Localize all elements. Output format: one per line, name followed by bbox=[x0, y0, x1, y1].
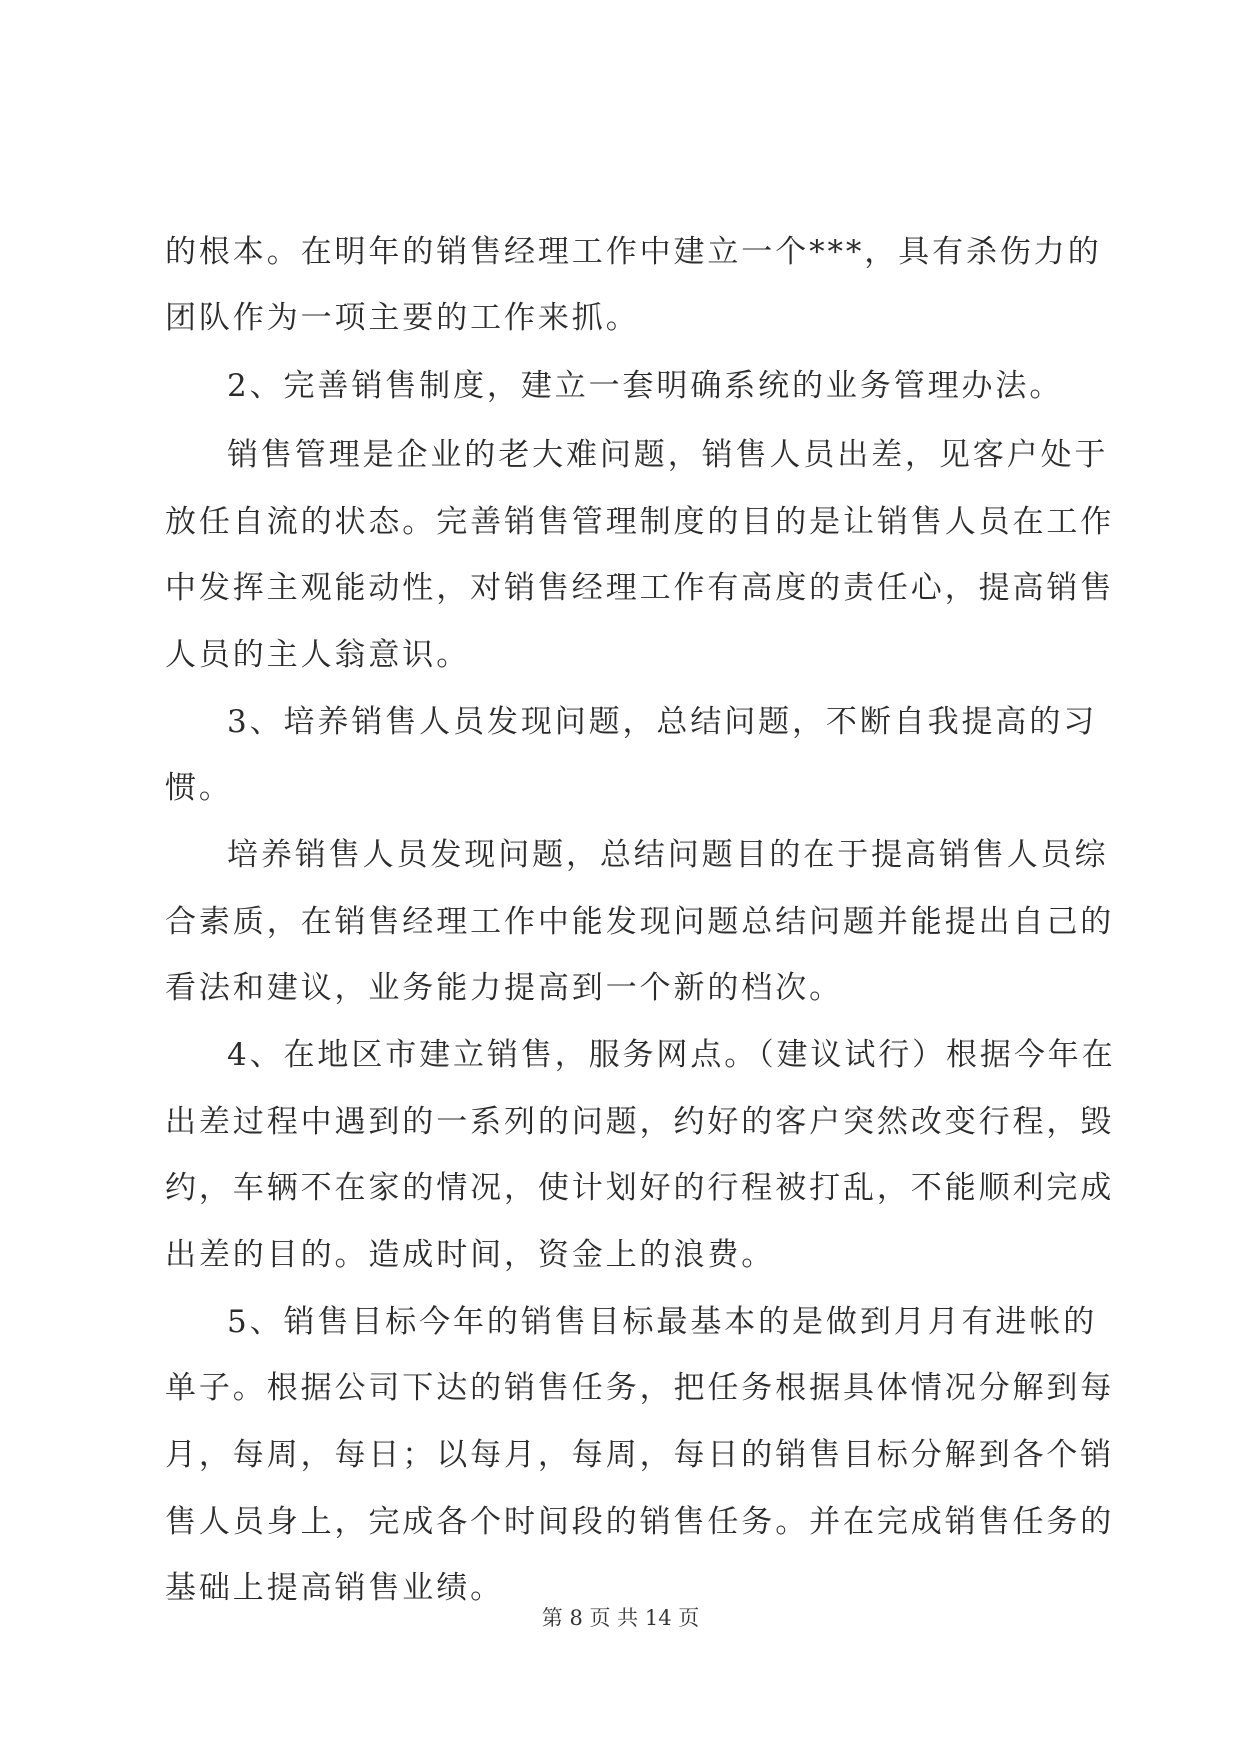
text-line: 月，每周，每日；以每月，每周，每日的销售目标分解到各个销 bbox=[165, 1437, 1115, 1473]
text-line: 团队作为一项主要的工作来抓。 bbox=[165, 300, 640, 336]
text-line: 惯。 bbox=[165, 770, 233, 806]
text-line: 约，车辆不在家的情况，使计划好的行程被打乱，不能顺利完成 bbox=[165, 1170, 1115, 1206]
page-number-footer: 第 8 页 共 14 页 bbox=[541, 1606, 700, 1630]
text-line: 的根本。在明年的销售经理工作中建立一个***，具有杀伤力的 bbox=[165, 234, 1102, 270]
text-line: 看法和建议，业务能力提高到一个新的档次。 bbox=[165, 970, 843, 1006]
text-line: 销售管理是企业的老大难问题，销售人员出差，见客户处于 bbox=[227, 437, 1109, 473]
list-heading: 5、销售目标今年的销售目标最基本的是做到月月有进帐的 bbox=[227, 1304, 1098, 1340]
text-line: 中发挥主观能动性，对销售经理工作有高度的责任心，提高销售 bbox=[165, 570, 1115, 606]
text-line: 人员的主人翁意识。 bbox=[165, 637, 471, 673]
text-line: 放任自流的状态。完善销售管理制度的目的是让销售人员在工作 bbox=[165, 504, 1115, 540]
text-line: 出差的目的。造成时间，资金上的浪费。 bbox=[165, 1237, 776, 1273]
list-heading: 4、在地区市建立销售，服务网点。（建议试行）根据今年在 bbox=[227, 1037, 1116, 1073]
text-line: 基础上提高销售业绩。 bbox=[165, 1570, 504, 1606]
text-line: 培养销售人员发现问题，总结问题目的在于提高销售人员综 bbox=[227, 837, 1109, 873]
list-heading: 2、完善销售制度，建立一套明确系统的业务管理办法。 bbox=[227, 368, 1064, 404]
text-line: 单子。根据公司下达的销售任务，把任务根据具体情况分解到每 bbox=[165, 1370, 1115, 1406]
text-line: 售人员身上，完成各个时间段的销售任务。并在完成销售任务的 bbox=[165, 1504, 1115, 1540]
text-line: 合素质，在销售经理工作中能发现问题总结问题并能提出自己的 bbox=[165, 904, 1115, 940]
list-heading: 3、培养销售人员发现问题，总结问题，不断自我提高的习 bbox=[227, 704, 1098, 740]
text-line: 出差过程中遇到的一系列的问题，约好的客户突然改变行程，毁 bbox=[165, 1104, 1115, 1140]
